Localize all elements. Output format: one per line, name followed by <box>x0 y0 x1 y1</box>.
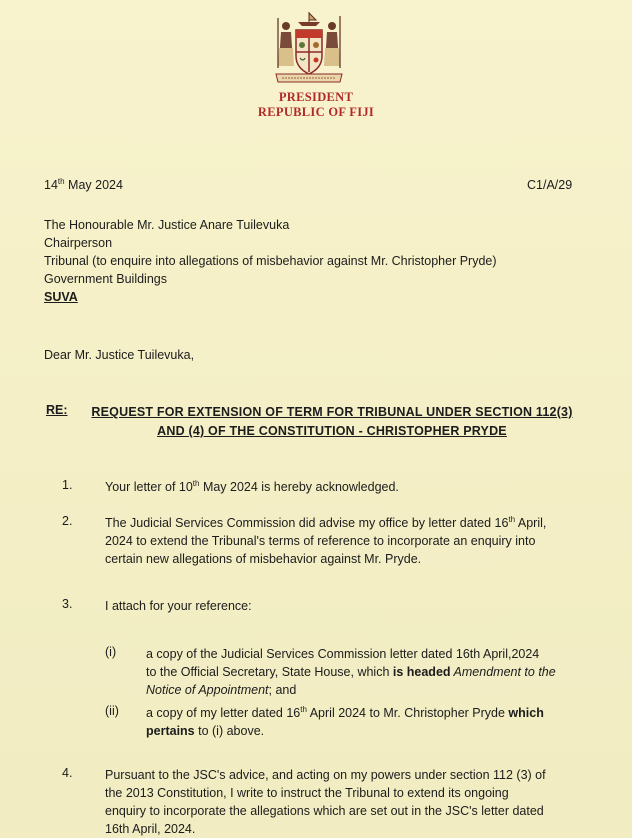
paragraph-2: The Judicial Services Commission did advise my office by letter dated 16th April, 2024 to extend the Tribunal's terms of reference to incorporate an enquiry into certain new allegations of misbehavior against Mr. Pryde. <box>105 514 547 566</box>
attachment-marker: (ii) <box>105 704 119 718</box>
paragraph-4: Pursuant to the JSC's advice, and acting on my powers under section 112 (3) of the 2013 Constitution, I write to instruct the Tribunal to extend its ongoing enquiry to incorporate the allegations which are set out in the JSC's letter dated 16th April, 2024. <box>105 768 546 836</box>
salutation: Dear Mr. Justice Tuilevuka, <box>44 348 195 362</box>
addressee-building: Government Buildings <box>44 272 167 286</box>
addressee-title: Chairperson <box>44 236 113 250</box>
office-subtitle: REPUBLIC OF FIJI <box>257 105 375 119</box>
attachment-item-2: a copy of my letter dated 16th April 2024 to Mr. Christopher Pryde which pertains to (i) above. <box>146 704 544 738</box>
subject-line-2: AND (4) OF THE CONSTITUTION - CHRISTOPHER PRYDE <box>157 424 507 438</box>
paragraph-number: 2. <box>62 514 73 528</box>
subject-heading <box>88 403 576 441</box>
attachment-item-1: a copy of the Judicial Services Commission letter dated 16th April,2024 to the Official Secretary, State House, which is headed Amendment to the Notice of Appointment; and <box>146 647 556 697</box>
fiji-coat-of-arms-icon <box>268 8 350 90</box>
paragraph-3: I attach for your reference: <box>105 599 252 613</box>
office-title: PRESIDENT <box>278 90 354 104</box>
reference-number: C1/A/29 <box>527 178 573 192</box>
paragraph-number: 1. <box>62 478 73 492</box>
letter-date: 14th May 2024 <box>44 176 123 192</box>
paragraph-number: 4. <box>62 766 73 780</box>
addressee-tribunal: Tribunal (to enquire into allegations of misbehavior against Mr. Christopher Pryde) <box>44 254 497 268</box>
addressee-name: The Honourable Mr. Justice Anare Tuilevuka <box>44 218 290 232</box>
subject-label: RE: <box>46 403 68 417</box>
addressee-city: SUVA <box>44 290 78 304</box>
paragraph-1: Your letter of 10th May 2024 is hereby acknowledged. <box>105 478 399 494</box>
attachment-marker: (i) <box>105 645 117 659</box>
subject-line-1: REQUEST FOR EXTENSION OF TERM FOR TRIBUNAL UNDER SECTION 112(3) <box>91 405 573 419</box>
paragraph-number: 3. <box>62 597 73 611</box>
